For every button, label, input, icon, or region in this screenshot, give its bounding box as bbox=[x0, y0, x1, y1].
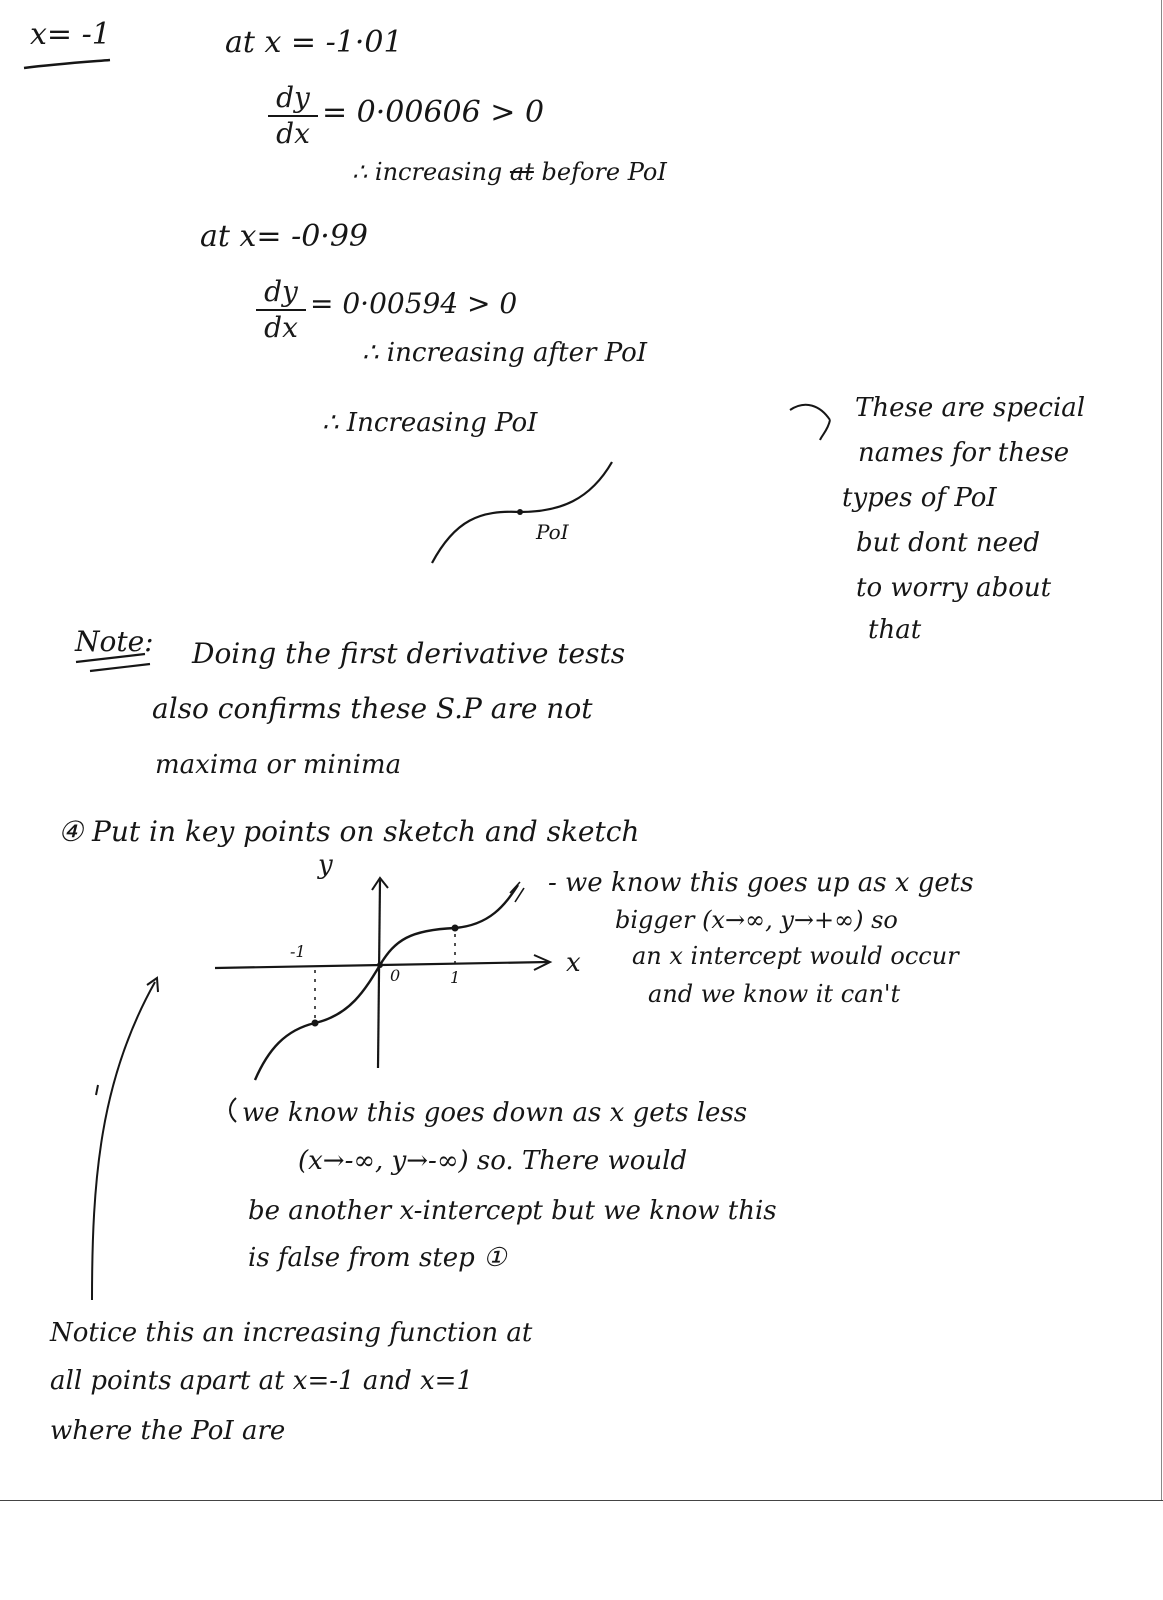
step-4-heading: ④ Put in key points on sketch and sketch bbox=[58, 815, 640, 848]
lower-note-bracket bbox=[230, 1098, 236, 1122]
heading-x-eq-neg1: x= -1 bbox=[30, 17, 111, 52]
note-line-1-text: Doing the first derivative tests bbox=[192, 637, 626, 670]
increasing-before-b: before PoI bbox=[541, 158, 667, 186]
bottom-note-line: where the PoI are bbox=[50, 1416, 286, 1446]
increasing-after-poi: ∴ increasing after PoI bbox=[362, 338, 648, 368]
x-axis-label: x bbox=[566, 948, 581, 978]
bottom-note-line: Notice this an increasing function at bbox=[50, 1318, 533, 1348]
note-line-3: maxima or minima bbox=[155, 750, 402, 780]
side-note-line: to worry about bbox=[856, 573, 1052, 603]
lower-note-line: be another x-intercept but we know this bbox=[248, 1196, 777, 1226]
side-note-line: but dont need bbox=[856, 528, 1041, 558]
poi-point-neg1 bbox=[312, 1020, 319, 1027]
poi-label: PoI bbox=[536, 520, 569, 544]
left-arrow-line bbox=[92, 982, 155, 1300]
tick-1: 1 bbox=[450, 968, 461, 987]
derivative-den: dx bbox=[276, 117, 310, 150]
side-note-line: These are special bbox=[855, 393, 1086, 423]
derivative-den: dx bbox=[264, 311, 298, 344]
derivative-num: dy bbox=[276, 81, 310, 114]
struck-word: at bbox=[509, 158, 534, 186]
at-x-neg1-01: at x = -1·01 bbox=[225, 25, 403, 60]
lower-note-line: is false from step ① bbox=[248, 1243, 507, 1273]
left-arrow-tick bbox=[96, 1085, 98, 1095]
lower-note-line: we know this goes down as x gets less bbox=[242, 1098, 748, 1128]
origin-point bbox=[377, 962, 383, 968]
side-note-line: types of PoI bbox=[842, 483, 997, 513]
side-note-line: names for these bbox=[858, 438, 1070, 468]
dydx-value-1: = 0·00606 > 0 bbox=[322, 95, 545, 130]
function-curve bbox=[255, 885, 518, 1080]
tick-neg1: -1 bbox=[290, 942, 306, 961]
right-note-line: bigger (x→∞, y→+∞) so bbox=[615, 906, 898, 934]
right-note-text: and we know it can't bbox=[648, 980, 901, 1008]
at-x-neg0-99: at x= -0·99 bbox=[200, 219, 369, 254]
increasing-before-a: ∴ increasing bbox=[352, 158, 503, 186]
poi-point-1 bbox=[452, 925, 459, 932]
right-note-line: - we know this goes up as x gets bbox=[548, 868, 974, 898]
page-bottom-edge bbox=[0, 1500, 1163, 1501]
side-note-line: that bbox=[868, 615, 922, 645]
increasing-poi: ∴ Increasing PoI bbox=[322, 408, 538, 438]
tick-0: 0 bbox=[390, 966, 401, 985]
right-note-line bbox=[648, 982, 900, 1006]
derivative-num: dy bbox=[264, 275, 298, 308]
page-right-edge bbox=[1161, 0, 1162, 1500]
right-note-line: an x intercept would occur bbox=[632, 942, 959, 970]
bottom-note-line: all points apart at x=-1 and x=1 bbox=[50, 1366, 473, 1396]
lower-note-line: (x→-∞, y→-∞) so. There would bbox=[298, 1146, 688, 1176]
note-label: Note: bbox=[75, 625, 154, 658]
y-axis bbox=[378, 880, 380, 1068]
y-axis-label: y bbox=[318, 850, 333, 880]
note-line-2: also confirms these S.P are not bbox=[152, 692, 593, 725]
dydx-value-2: = 0·00594 > 0 bbox=[310, 287, 518, 320]
